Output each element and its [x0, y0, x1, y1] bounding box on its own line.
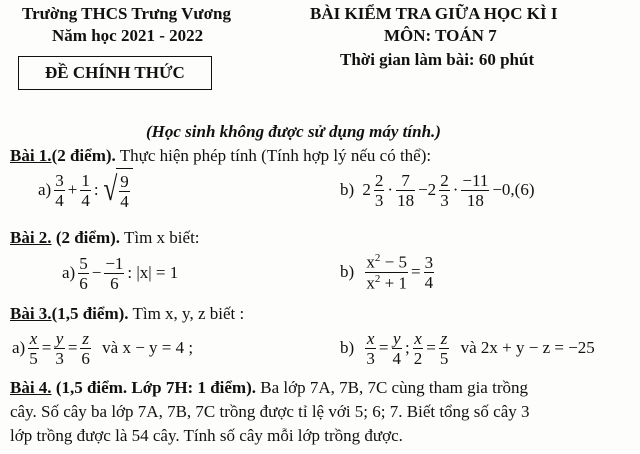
- fraction: $\frac{x^2 - 5}{x^2 + 1}$: [366, 251, 408, 293]
- fraction: $\frac{3}{4}$: [55, 170, 64, 210]
- fraction: $\frac{5}{6}$: [79, 253, 88, 293]
- bai1-heading: [10, 144, 431, 168]
- bai2-part-a: a) $\frac{5}{6}$ − $\frac{-1}{6}$ : |x| = 1: [62, 253, 179, 293]
- fraction: $\frac{7}{18}$: [397, 170, 415, 210]
- fraction: $\frac{1}{4}$: [81, 170, 90, 210]
- bai3-a-tail: và x − y = 4 ;: [102, 338, 194, 357]
- bai2-points: (2 điểm).: [51, 228, 121, 247]
- calculator-note: (Học sinh không được sử dụng máy tính.): [146, 122, 441, 141]
- school-year: Năm học 2021 - 2022: [52, 26, 204, 45]
- fraction: $\frac{2}{3}$: [440, 170, 449, 210]
- fraction: $\frac{3}{4}$: [424, 252, 434, 292]
- bai1-points: (2 điểm).: [51, 146, 116, 165]
- fraction: $\frac{y}{3}$: [55, 328, 64, 368]
- fraction: $\frac{x}{3}$: [366, 328, 375, 368]
- fraction: $\frac{-1}{6}$: [105, 253, 124, 293]
- bai4-title: Bài 4.: [10, 378, 52, 397]
- bai4-line-2: cây. Số cây ba lớp 7A, 7B, 7C trồng được tỉ lệ với 5; 6; 7. Biết tổng số cây 3: [10, 402, 530, 421]
- exam-time: Thời gian làm bài: 60 phút: [340, 50, 535, 69]
- bai2-title: Bài 2.: [10, 228, 52, 247]
- fraction: $\frac{z}{5}$: [439, 328, 449, 368]
- official-stamp: ĐỀ CHÍNH THỨC: [18, 56, 212, 90]
- bai4-line-1: [10, 376, 636, 400]
- fraction: $\frac{-11}{18}$: [462, 170, 489, 210]
- bai2-prompt: Tìm x biết:: [120, 228, 200, 247]
- exam-subject: MÔN: TOÁN 7: [384, 26, 497, 45]
- bai2-heading: [10, 226, 200, 250]
- square-root: √ $\frac{9}{4}$: [101, 168, 133, 212]
- bai1-a-label: a): [38, 180, 52, 199]
- fraction: $\frac{2}{3}$: [374, 170, 384, 210]
- bai1-b-label: b): [340, 180, 355, 199]
- bai3-points: (1,5 điểm).: [51, 304, 129, 323]
- fraction: $\frac{x}{2}$: [413, 328, 423, 368]
- bai3-a-label: a): [12, 338, 26, 357]
- bai4-paragraph: [10, 376, 636, 448]
- bai3-heading: [10, 302, 244, 326]
- bai4-line1-text: Ba lớp 7A, 7B, 7C cùng tham gia trồng: [256, 378, 528, 397]
- bai2-b-label: b): [340, 262, 355, 281]
- exam-title: BÀI KIỂM TRA GIỮA HỌC KÌ I: [310, 4, 558, 23]
- bai2-part-b: b) $\frac{x^2 - 5}{x^2 + 1}$ = $\frac{3}{4}$: [340, 251, 434, 293]
- school-name: Trường THCS Trưng Vương: [22, 4, 231, 23]
- bai3-prompt: Tìm x, y, z biết :: [128, 304, 245, 323]
- bai4-line-3: lớp trồng được là 54 cây. Tính số cây mỗi lớp trồng được.: [10, 426, 403, 445]
- bai4-points: (1,5 điểm. Lớp 7H: 1 điểm).: [51, 378, 256, 397]
- bai3-b-label: b): [340, 338, 355, 357]
- fraction: $\frac{y}{4}$: [392, 328, 402, 368]
- bai1-part-b: b) 2 $\frac{2}{3}$ · $\frac{7}{18}$ −2 $\frac{2}{3}$ · $\frac{-11}{18}$ −0,(6): [340, 170, 535, 210]
- bai2-a-tail: : |x| = 1: [127, 263, 179, 282]
- bai3-title: Bài 3.: [10, 304, 52, 323]
- bai3-b-tail: và 2x + y − z = −25: [460, 338, 595, 357]
- fraction: $\frac{x}{5}$: [29, 328, 38, 368]
- bai1-prompt: Thực hiện phép tính (Tính hợp lý nếu có thể):: [115, 146, 432, 165]
- fraction: $\frac{z}{6}$: [81, 328, 90, 368]
- bai3-part-b: b) $\frac{x}{3}$ = $\frac{y}{4}$ ; $\frac{x}{2}$ = $\frac{z}{5}$ và 2x + y − z = −25: [340, 328, 595, 368]
- bai1-title: Bài 1.: [10, 146, 52, 165]
- bai1-b-tail: −0,(6): [492, 180, 535, 199]
- bai1-part-a: a) $\frac{3}{4}$ + $\frac{1}{4}$ : √ $\frac{9}{4}$: [36, 166, 133, 214]
- bai2-a-label: a): [62, 263, 76, 282]
- bai3-part-a: a) $\frac{x}{5}$ = $\frac{y}{3}$ = $\frac{z}{6}$ và x − y = 4 ;: [12, 328, 194, 368]
